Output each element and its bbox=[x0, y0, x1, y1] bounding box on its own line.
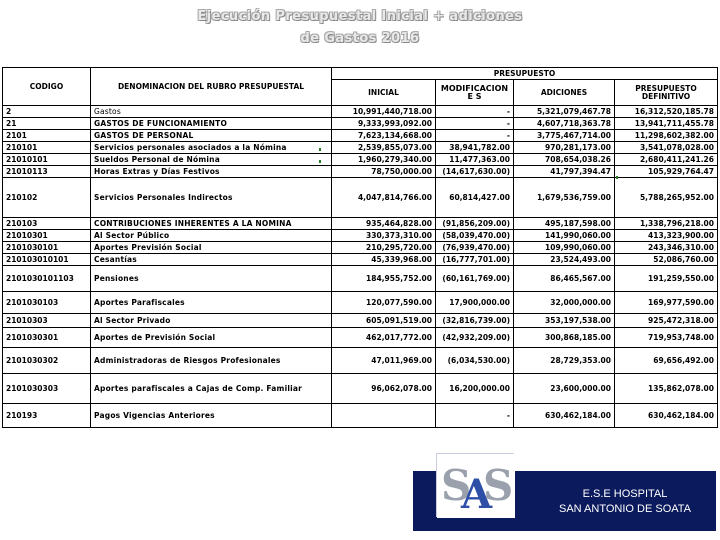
row-definitivo: 719,953,748.00 bbox=[615, 328, 718, 348]
row-adiciones: 708,654,038.26 bbox=[514, 154, 615, 166]
header-denominacion: DENOMINACION DEL RUBRO PRESUPUESTAL bbox=[91, 68, 332, 106]
row-modificaciones: 38,941,782.00 bbox=[436, 142, 514, 154]
row-modificaciones: 11,477,363.00 bbox=[436, 154, 514, 166]
row-modificaciones: 60,814,427.00 bbox=[436, 178, 514, 218]
row-modificaciones: - bbox=[436, 106, 514, 118]
row-modificaciones: (76,939,470.00) bbox=[436, 242, 514, 254]
hospital-name bbox=[540, 487, 710, 517]
row-definitivo: 105,929,764.47 bbox=[615, 166, 718, 178]
row-adiciones: 41,797,394.47 bbox=[514, 166, 615, 178]
green-mark bbox=[616, 176, 618, 179]
row-name: Aportes de Previsión Social bbox=[91, 328, 332, 348]
row-modificaciones: (6,034,530.00) bbox=[436, 348, 514, 374]
row-code: 21010303 bbox=[3, 314, 91, 328]
row-adiciones: 141,990,060.00 bbox=[514, 230, 615, 242]
row-inicial: 9,333,993,092.00 bbox=[332, 118, 436, 130]
row-code: 210103010101 bbox=[3, 254, 91, 266]
row-definitivo: 191,259,550.00 bbox=[615, 266, 718, 292]
row-inicial: 10,991,440,718.00 bbox=[332, 106, 436, 118]
row-adiciones: 4,607,718,363.78 bbox=[514, 118, 615, 130]
row-name: Aportes Parafiscales bbox=[91, 292, 332, 314]
header-modificaciones: MODIFICACIONE S bbox=[436, 80, 514, 106]
row-inicial: 4,047,814,766.00 bbox=[332, 178, 436, 218]
table-row bbox=[3, 118, 718, 130]
row-adiciones: 495,187,598.00 bbox=[514, 218, 615, 230]
row-modificaciones: - bbox=[436, 118, 514, 130]
table-row bbox=[3, 374, 718, 404]
row-adiciones: 5,321,079,467.78 bbox=[514, 106, 615, 118]
table-row bbox=[3, 242, 718, 254]
row-adiciones: 353,197,538.00 bbox=[514, 314, 615, 328]
row-inicial: 1,960,279,340.00 bbox=[332, 154, 436, 166]
row-inicial: 184,955,752.00 bbox=[332, 266, 436, 292]
row-name: Aportes Previsión Social bbox=[91, 242, 332, 254]
row-inicial bbox=[332, 404, 436, 428]
row-inicial: 330,373,310.00 bbox=[332, 230, 436, 242]
row-code: 21010113 bbox=[3, 166, 91, 178]
row-modificaciones: (58,039,470.00) bbox=[436, 230, 514, 242]
row-definitivo: 630,462,184.00 bbox=[615, 404, 718, 428]
row-code: 210102 bbox=[3, 178, 91, 218]
row-modificaciones: (42,932,209.00) bbox=[436, 328, 514, 348]
row-definitivo: 1,338,796,218.00 bbox=[615, 218, 718, 230]
row-modificaciones: 16,200,000.00 bbox=[436, 374, 514, 404]
row-definitivo: 243,346,310.00 bbox=[615, 242, 718, 254]
table-row bbox=[3, 292, 718, 314]
table-row bbox=[3, 314, 718, 328]
row-definitivo: 413,323,900.00 bbox=[615, 230, 718, 242]
row-adiciones: 23,524,493.00 bbox=[514, 254, 615, 266]
page-title: Ejecución Presupuestal Inicial + adiciones bbox=[197, 9, 523, 24]
row-name: GASTOS DE FUNCIONAMIENTO bbox=[91, 118, 332, 130]
row-inicial: 7,623,134,668.00 bbox=[332, 130, 436, 142]
hospital-name-line1: E.S.E HOSPITAL bbox=[582, 488, 668, 500]
header-definitivo: PRESUPUESTO DEFINITIVO bbox=[615, 80, 718, 106]
row-adiciones: 32,000,000.00 bbox=[514, 292, 615, 314]
row-inicial: 935,464,828.00 bbox=[332, 218, 436, 230]
row-modificaciones: (16,777,701.00) bbox=[436, 254, 514, 266]
row-definitivo: 16,312,520,185.78 bbox=[615, 106, 718, 118]
row-code: 210193 bbox=[3, 404, 91, 428]
row-modificaciones: - bbox=[436, 130, 514, 142]
svg-text:S: S bbox=[441, 461, 472, 510]
row-name: Horas Extras y Días Festivos bbox=[91, 166, 332, 178]
row-code: 2101030302 bbox=[3, 348, 91, 374]
row-modificaciones: (32,816,739.00) bbox=[436, 314, 514, 328]
row-adiciones: 23,600,000.00 bbox=[514, 374, 615, 404]
row-name: Al Sector Privado bbox=[91, 314, 332, 328]
row-adiciones: 86,465,567.00 bbox=[514, 266, 615, 292]
row-code: 21 bbox=[3, 118, 91, 130]
row-inicial: 462,017,772.00 bbox=[332, 328, 436, 348]
row-definitivo: 52,086,760.00 bbox=[615, 254, 718, 266]
row-name: Servicios personales asociados a la Nómina bbox=[91, 142, 332, 154]
table-row bbox=[3, 266, 718, 292]
row-name: Cesantías bbox=[91, 254, 332, 266]
page-subtitle: de Gastos 2016 bbox=[300, 31, 420, 46]
row-name: Sueldos Personal de Nómina bbox=[91, 154, 332, 166]
svg-text:A: A bbox=[461, 471, 493, 518]
row-definitivo: 11,298,602,382.00 bbox=[615, 130, 718, 142]
row-adiciones: 109,990,060.00 bbox=[514, 242, 615, 254]
row-name: Pagos Vigencias Anteriores bbox=[91, 404, 332, 428]
row-code: 21010101 bbox=[3, 154, 91, 166]
row-inicial: 45,339,968.00 bbox=[332, 254, 436, 266]
row-inicial: 96,062,078.00 bbox=[332, 374, 436, 404]
row-name: CONTRIBUCIONES INHERENTES A LA NOMINA bbox=[91, 218, 332, 230]
row-inicial: 2,539,855,073.00 bbox=[332, 142, 436, 154]
table-row bbox=[3, 230, 718, 242]
hospital-name-line2: SAN ANTONIO DE SOATA bbox=[558, 503, 692, 515]
row-definitivo: 3,541,078,028.00 bbox=[615, 142, 718, 154]
row-name: Pensiones bbox=[91, 266, 332, 292]
table-row bbox=[3, 348, 718, 374]
row-code: 2101030103 bbox=[3, 292, 91, 314]
table-row bbox=[3, 254, 718, 266]
table-row bbox=[3, 142, 718, 154]
row-definitivo: 5,788,265,952.00 bbox=[615, 178, 718, 218]
row-code: 21010301 bbox=[3, 230, 91, 242]
table-row bbox=[3, 218, 718, 230]
row-name: GASTOS DE PERSONAL bbox=[91, 130, 332, 142]
row-adiciones: 3,775,467,714.00 bbox=[514, 130, 615, 142]
row-adiciones: 28,729,353.00 bbox=[514, 348, 615, 374]
row-name: Gastos bbox=[91, 106, 332, 118]
hospital-logo bbox=[436, 453, 514, 517]
row-code: 2101030101103 bbox=[3, 266, 91, 292]
row-adiciones: 970,281,173.00 bbox=[514, 142, 615, 154]
table-row bbox=[3, 404, 718, 428]
row-code: 2 bbox=[3, 106, 91, 118]
row-code: 2101030301 bbox=[3, 328, 91, 348]
budget-table bbox=[2, 67, 718, 428]
row-name: Al Sector Público bbox=[91, 230, 332, 242]
table-row bbox=[3, 328, 718, 348]
row-definitivo: 69,656,492.00 bbox=[615, 348, 718, 374]
row-definitivo: 135,862,078.00 bbox=[615, 374, 718, 404]
header-adiciones: ADICIONES bbox=[514, 80, 615, 106]
row-definitivo: 169,977,590.00 bbox=[615, 292, 718, 314]
row-code: 210103 bbox=[3, 218, 91, 230]
row-name: Aportes parafiscales a Cajas de Comp. Familiar bbox=[91, 374, 332, 404]
row-definitivo: 13,941,711,455.78 bbox=[615, 118, 718, 130]
header-codigo: CODIGO bbox=[3, 68, 91, 106]
row-inicial: 47,011,969.00 bbox=[332, 348, 436, 374]
row-name: Servicios Personales Indirectos bbox=[91, 178, 332, 218]
row-modificaciones: - bbox=[436, 404, 514, 428]
table-row bbox=[3, 106, 718, 118]
row-inicial: 78,750,000.00 bbox=[332, 166, 436, 178]
table-row bbox=[3, 178, 718, 218]
row-definitivo: 925,472,318.00 bbox=[615, 314, 718, 328]
row-modificaciones: (60,161,769.00) bbox=[436, 266, 514, 292]
row-code: 2101030303 bbox=[3, 374, 91, 404]
svg-text:S: S bbox=[483, 461, 514, 510]
row-modificaciones: (91,856,209.00) bbox=[436, 218, 514, 230]
row-inicial: 605,091,519.00 bbox=[332, 314, 436, 328]
row-inicial: 120,077,590.00 bbox=[332, 292, 436, 314]
header-presupuesto: PRESUPUESTO bbox=[332, 68, 718, 80]
table-row bbox=[3, 154, 718, 166]
row-definitivo: 2,680,411,241.26 bbox=[615, 154, 718, 166]
row-code: 2101 bbox=[3, 130, 91, 142]
green-mark bbox=[319, 160, 321, 163]
row-adiciones: 1,679,536,759.00 bbox=[514, 178, 615, 218]
row-adiciones: 300,868,185.00 bbox=[514, 328, 615, 348]
table-row bbox=[3, 130, 718, 142]
row-code: 210101 bbox=[3, 142, 91, 154]
sas-logo-icon bbox=[437, 454, 515, 518]
row-name: Administradoras de Riesgos Profesionales bbox=[91, 348, 332, 374]
green-mark bbox=[319, 148, 321, 151]
table-row bbox=[3, 166, 718, 178]
row-inicial: 210,295,720.00 bbox=[332, 242, 436, 254]
header-inicial: INICIAL bbox=[332, 80, 436, 106]
row-modificaciones: (14,617,630.00) bbox=[436, 166, 514, 178]
row-adiciones: 630,462,184.00 bbox=[514, 404, 615, 428]
row-code: 2101030101 bbox=[3, 242, 91, 254]
row-modificaciones: 17,900,000.00 bbox=[436, 292, 514, 314]
